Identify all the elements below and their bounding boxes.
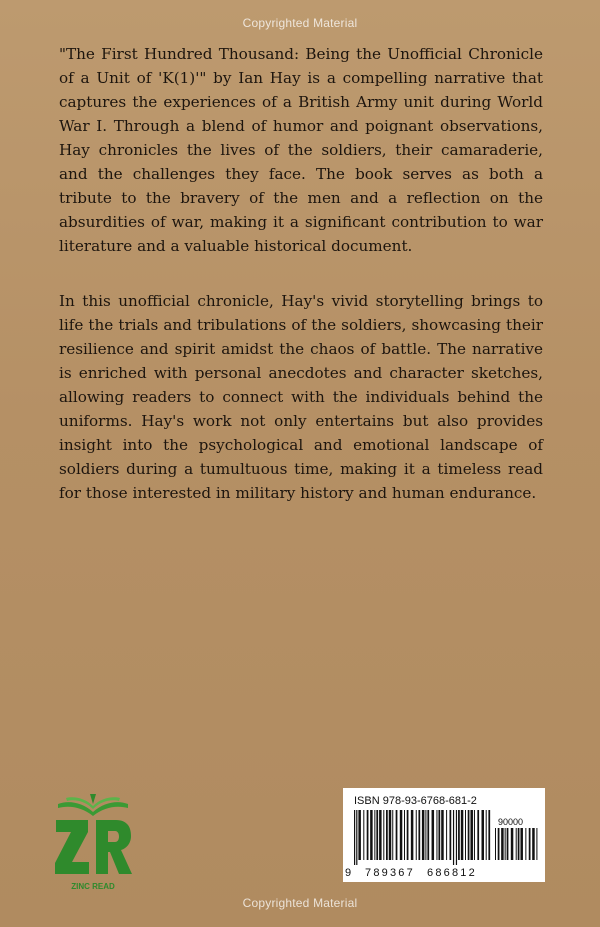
price-code: 90000 <box>498 817 524 827</box>
barcode-bar <box>432 810 435 860</box>
barcode-bar <box>383 810 384 860</box>
book-icon <box>58 794 128 816</box>
barcode-bar <box>465 810 466 860</box>
barcode-bar <box>436 810 437 860</box>
barcode-bar <box>495 828 496 860</box>
barcode-bar <box>529 828 531 860</box>
barcode-bar <box>392 810 393 860</box>
barcode-bar <box>477 810 479 860</box>
barcode-bar <box>422 810 425 860</box>
barcode-bar <box>370 810 373 860</box>
barcode-bar <box>389 810 392 860</box>
copyright-watermark-top: Copyrighted Material <box>242 16 358 30</box>
barcode-digit-group-2: 686812 <box>427 867 477 879</box>
barcode-bar <box>458 810 460 860</box>
barcode-bar <box>498 828 500 860</box>
barcode-bar <box>486 810 487 860</box>
barcode-bar <box>367 810 369 860</box>
barcode-bar <box>376 810 378 860</box>
barcode-bar <box>525 828 526 860</box>
barcode-bar <box>507 828 509 860</box>
description-paragraph-1: "The First Hundred Thousand: Being the Unofficial Chronicle of a Unit of 'K(1)'" by Ian Hay is a compelling narrative that captures the experiences of a British Army unit during World War I. Through a blend of humor and poignant observations, Hay chronicles the lives of the soldiers, their camaraderie, and the challenges they face. The book serves as both a tribute to the bravery of the men and a reflection on the absurdities of war, making it a significant contribution to war literature and a valuable historical document. <box>59 45 543 255</box>
barcode-bar <box>456 810 457 865</box>
barcode-bar <box>379 810 382 860</box>
barcode-digit-group-1: 789367 <box>365 867 415 879</box>
barcode-bar <box>461 810 464 860</box>
barcode-bar <box>411 810 414 860</box>
barcode-bar <box>374 810 375 860</box>
barcode-bar <box>470 810 473 860</box>
barcode-bar <box>453 810 454 865</box>
barcode-bar <box>446 810 447 860</box>
barcode-bar <box>518 828 520 860</box>
barcode-bar <box>356 810 357 865</box>
copyright-watermark-bottom: Copyrighted Material <box>242 896 358 910</box>
barcode-bar <box>400 810 403 860</box>
barcode-bar <box>501 828 504 860</box>
barcode-bar <box>363 810 364 860</box>
barcode-bar <box>386 810 388 860</box>
barcode-bar <box>516 828 517 860</box>
barcode-bar <box>482 810 485 860</box>
barcode-bar <box>520 828 523 860</box>
barcode-bar <box>488 810 490 860</box>
description-paragraph-2: In this unofficial chronicle, Hay's vivid storytelling brings to life the trials and tribulations of the soldiers, showcasing their resilience and spirit amidst the chaos of battle. The narrative is enriched with personal anecdotes and character sketches, allowing readers to connect with the individuals behind the uniforms. Hay's work not only entertains but also provides insight into the psychological and emotional landscape of soldiers during a tumultuous time, making it a timeless read for those interested in military history and human endurance. <box>59 292 543 502</box>
barcode-bar <box>474 810 475 860</box>
barcode-bar <box>396 810 398 860</box>
barcode-bar <box>425 810 426 860</box>
barcode-bar <box>536 828 537 860</box>
barcode-bar <box>416 810 417 860</box>
barcode-bar <box>511 828 514 860</box>
isbn-label: ISBN 978-93-6768-681-2 <box>354 795 477 807</box>
barcode-bar <box>438 810 440 860</box>
barcode-bar <box>450 810 452 860</box>
logo-letter-z <box>55 820 89 874</box>
barcode-bar <box>404 810 405 860</box>
barcode-bar <box>505 828 506 860</box>
logo-letter-r <box>96 820 132 874</box>
barcode-bar <box>532 828 535 860</box>
barcode-bar <box>441 810 444 860</box>
logo-wordmark: ZINC READ <box>71 882 115 891</box>
isbn-barcode <box>343 788 545 882</box>
barcode-bar <box>418 810 420 860</box>
zinc-read-logo <box>52 790 134 895</box>
barcode-bar <box>427 810 429 860</box>
barcode-bar <box>468 810 470 860</box>
price-addon-bars <box>495 828 539 866</box>
ean13-bars <box>354 810 494 866</box>
barcode-bar <box>354 810 355 865</box>
barcode-bar <box>358 810 361 860</box>
barcode-bar <box>407 810 409 860</box>
barcode-digit-first: 9 <box>345 867 352 879</box>
